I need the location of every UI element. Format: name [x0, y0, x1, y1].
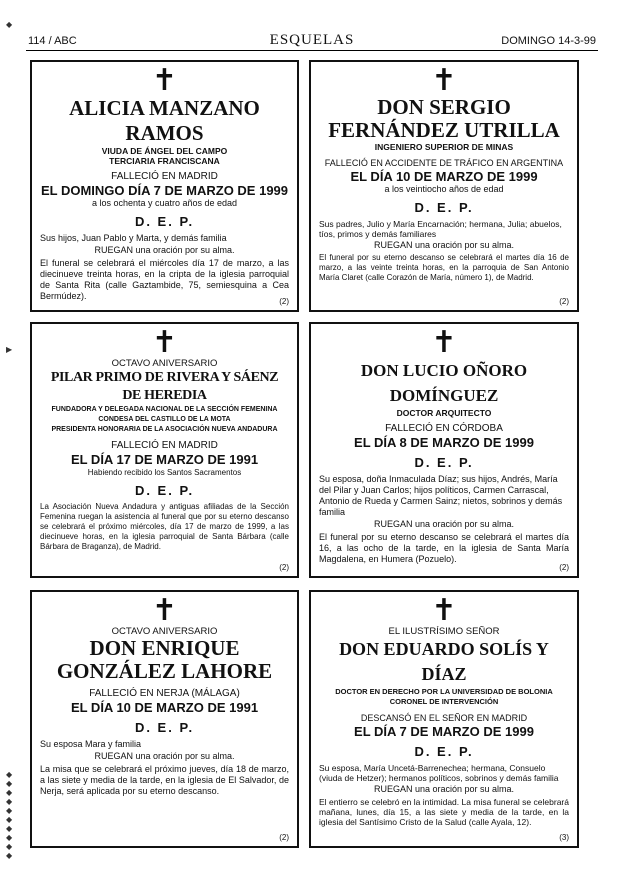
death-place: FALLECIÓ EN ACCIDENTE DE TRÁFICO EN ARGENTINA	[324, 158, 564, 168]
deceased-name: DON EDUARDO SOLÍS Y DÍAZ	[339, 639, 549, 684]
cross-icon: ✝	[431, 63, 457, 98]
title-line: CONDESA DEL CASTILLO DE LA MOTA	[98, 416, 231, 423]
rip-line: D. E. P.	[414, 744, 474, 759]
rip-line: D. E. P.	[414, 455, 474, 470]
registration-mark: ◆ ◆ ◆ ◆ ◆ ◆ ◆ ◆ ◆ ◆	[6, 770, 13, 860]
obituary-card-alicia-manzano	[30, 60, 299, 312]
prayer-request: RUEGAN una oración por su alma.	[373, 519, 515, 529]
obituary-card-enrique-gonzalez	[30, 590, 299, 848]
title-line: PRESIDENTA HONORARIA DE LA ASOCIACIÓN NUEVA ANDADURA	[51, 426, 278, 433]
death-place: FALLECIÓ EN NERJA (MÁLAGA)	[89, 688, 240, 699]
title-line: DOCTOR EN DERECHO POR LA UNIVERSIDAD DE BOLONIA	[335, 687, 553, 696]
honorific-label: EL ILUSTRÍSIMO SEÑOR	[388, 626, 500, 637]
cross-icon: ✝	[151, 593, 178, 628]
deceased-name: PILAR PRIMO DE RIVERA Y SÁENZ DE HEREDIA	[50, 370, 279, 403]
prayer-request: RUEGAN una oración por su alma.	[373, 784, 515, 794]
rip-line: D. E. P.	[414, 200, 474, 215]
family-line: Su esposa, María Uncetá-Barrenechea; hermana, Consuelo (viuda de Hetzer); hermanos políticos, sobrinos y demás familia	[319, 763, 559, 783]
title-line: VIUDA DE ÁNGEL DEL CAMPO	[101, 146, 228, 156]
family-line: Su esposa Mara y familia	[40, 739, 142, 749]
registration-mark: ◆	[6, 20, 13, 29]
obituary-card-eduardo-solis	[309, 590, 579, 848]
death-place: FALLECIÓ EN MADRID	[111, 440, 218, 451]
cross-icon: ✝	[151, 63, 178, 98]
anniversary-label: OCTAVO ANIVERSARIO	[111, 626, 218, 637]
ad-code: (3)	[559, 833, 569, 842]
prayer-request: RUEGAN una oración por su alma.	[94, 245, 235, 255]
page-header	[26, 32, 598, 51]
funeral-details: La misa que se celebrará el próximo jueves, día 18 de marzo, a las siete y media de la tarde, en la iglesia de El Salvador, de Nerja, será aplicada por su eterno descanso.	[40, 764, 289, 796]
title-line: FUNDADORA Y DELEGADA NACIONAL DE LA SECCIÓN FEMENINA	[51, 406, 278, 413]
rip-line: D. E. P.	[134, 483, 195, 498]
ad-code: (2)	[279, 297, 289, 306]
death-date: EL DOMINGO DÍA 7 DE MARZO DE 1999	[40, 183, 289, 198]
ad-code: (2)	[279, 563, 289, 572]
title-line: CORONEL DE INTERVENCIÓN	[389, 697, 499, 706]
family-line: Sus padres, Julio y María Encarnación; hermana, Julia; abuelos, tíos, primos y demás familiares	[319, 219, 562, 239]
death-date: EL DÍA 7 DE MARZO DE 1999	[354, 724, 534, 739]
funeral-details: El funeral por su eterno descanso se celebrará el martes día 16 de marzo, a las veinte treinta horas, en la parroquia de San Antonio María Claret (calle Corazón de María, número 1), de Madrid.	[319, 253, 569, 282]
obituary-card-pilar-primo-de-rivera	[30, 322, 299, 578]
title-line: DOCTOR ARQUITECTO	[396, 408, 492, 418]
funeral-details: El funeral por su eterno descanso se celebrará el martes día 16, a las ocho de la tarde, en la iglesia de Santa María Magdalena, en Humera (Pozuelo).	[319, 532, 569, 564]
death-date: EL DÍA 10 DE MARZO DE 1999	[350, 169, 538, 184]
family-line: Su esposa, doña Inmaculada Díaz; sus hijos, Andrés, María del Pilar y Juan Carlos; hijos políticos, Carmen Carrascal, Antonio de Rueda y Carmen Sainz; nietos, sobrinos y demás familia	[319, 474, 563, 517]
cross-icon: ✝	[431, 325, 457, 360]
prayer-request: RUEGAN una oración por su alma.	[94, 751, 235, 761]
title-line: INGENIERO SUPERIOR DE MINAS	[374, 142, 514, 152]
death-place: DESCANSÓ EN EL SEÑOR EN MADRID	[360, 713, 528, 723]
ad-code: (2)	[279, 833, 289, 842]
cross-icon: ✝	[431, 593, 457, 628]
family-line: Sus hijos, Juan Pablo y Marta, y demás familia	[40, 233, 227, 243]
registration-mark: ▶	[6, 345, 13, 354]
obituary-card-lucio-onoro	[309, 322, 579, 578]
anniversary-label: OCTAVO ANIVERSARIO	[111, 358, 218, 369]
deceased-name: DON SERGIO FERNÁNDEZ UTRILLA	[328, 95, 560, 142]
death-place: FALLECIÓ EN CÓRDOBA	[385, 423, 503, 434]
deceased-name: DON LUCIO OÑORO DOMÍNGUEZ	[360, 361, 528, 405]
ad-code: (2)	[559, 563, 569, 572]
deceased-name: ALICIA MANZANO RAMOS	[69, 96, 260, 145]
death-date: EL DÍA 8 DE MARZO DE 1999	[354, 435, 534, 450]
age-note: a los ochenta y cuatro años de edad	[91, 198, 238, 208]
prayer-request: RUEGAN una oración por su alma.	[373, 240, 515, 250]
rip-line: D. E. P.	[134, 214, 195, 229]
death-date: EL DÍA 10 DE MARZO DE 1991	[70, 700, 259, 715]
deceased-name: DON ENRIQUE GONZÁLEZ LAHORE	[56, 636, 273, 683]
page-number: 114 / ABC	[28, 35, 77, 47]
funeral-details: La Asociación Nueva Andadura y antiguas afiliadas de la Sección Femenina ruegan la asistencia al funeral que por su eterno descanso se celebrará el próximo miércoles, día 17 de marzo de 1999, a las diecinueve horas, en la iglesia parroquial de Santa Bárbara (calle Bárbara de Braganza), de Madrid.	[40, 502, 289, 551]
death-date: EL DÍA 17 DE MARZO DE 1991	[70, 452, 259, 467]
title-line: TERCIARIA FRANCISCANA	[109, 156, 220, 166]
rip-line: D. E. P.	[134, 720, 195, 735]
funeral-details: El funeral se celebrará el miércoles día 17 de marzo, a las diecinueve treinta horas, en la cripta de la iglesia parroquial de Santa Rita (calle Gaztambide, 75, semiesquina a Cea Bermúdez).	[40, 258, 289, 301]
issue-date: DOMINGO 14-3-99	[501, 35, 596, 47]
funeral-details: El entierro se celebró en la intimidad. La misa funeral se celebrará mañana, lunes, día 15, a las siete y media de la tarde, en la iglesia del Santísimo Cristo de la Salud (calle Ayala, 12).	[319, 797, 569, 827]
sacraments-note: Habiendo recibido los Santos Sacramentos	[87, 468, 242, 477]
cross-icon: ✝	[151, 325, 178, 360]
obituary-card-sergio-fernandez	[309, 60, 579, 312]
age-note: a los veintiocho años de edad	[384, 184, 504, 194]
ad-code: (2)	[559, 297, 569, 306]
death-place: FALLECIÓ EN MADRID	[111, 171, 218, 182]
section-title: ESQUELAS	[269, 32, 355, 48]
